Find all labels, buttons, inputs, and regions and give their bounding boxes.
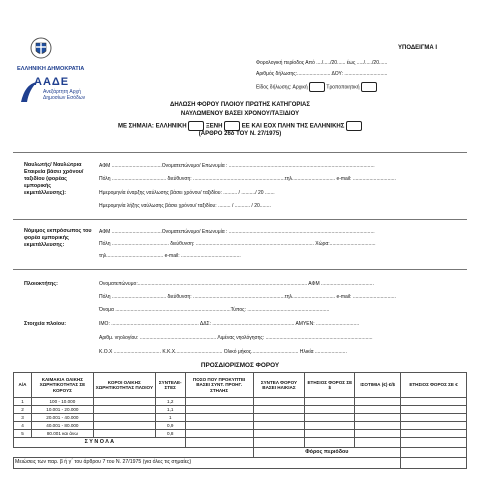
row-rate-cell[interactable] <box>355 406 401 414</box>
tax-table <box>13 372 467 469</box>
row-number: 4 <box>14 422 32 430</box>
row-age-coef-cell[interactable] <box>253 422 305 430</box>
title-line-2: ΝΑΥΛΩΜΕΝΟΥ ΒΑΣΕΙ ΧΡΟΝΟΥ/ΤΑΞΙΔΙΟΥ <box>180 111 300 117</box>
col-header-annual-eur: ΕΤΗΣΙΟΣ ΦΟΡΟΣ ΣΕ € <box>401 373 467 398</box>
section4-label: Στοιχεία πλοίου: <box>24 321 67 327</box>
row-coef: 1,2 <box>155 398 185 406</box>
divider-2 <box>13 219 467 220</box>
col-header-scale: ΚΛΙΜΑΚΙΑ ΟΛΙΚΗΣ ΧΩΡΗΤΙΚΟΤΗΤΑΣ ΣΕ ΚΟΡΟΥΣ <box>31 373 93 398</box>
republic-label: ΕΛΛΗΝΙΚΗ ΔΗΜΟΚΡΑΤΙΑ <box>17 66 85 72</box>
row-number: 5 <box>14 430 32 438</box>
flag-eu-label: ΕΕ ΚΑΙ ΕΟΧ ΠΛΗΝ ΤΗΣ ΕΛΛΗΝΙΚΗΣ <box>241 123 345 130</box>
section1-row3[interactable]: Ημερομηνία έναρξης ναύλωσης βάσει χρόνου/ ταξιδίου: .......... / ........../ 20 ....... <box>99 190 275 196</box>
totals-age[interactable] <box>253 438 305 448</box>
row-annual-usd-cell[interactable] <box>305 430 355 438</box>
footnote: Μειώσεις των παρ. β ή γ΄ του άρθρου 7 του Ν. 27/1975 (για όλες τις σημαίες) <box>14 458 401 469</box>
flag-greek-checkbox[interactable] <box>188 121 204 131</box>
divider-1 <box>13 152 467 153</box>
section4-row2[interactable]: Αριθμ. νηολογίου: ....................................................... Λιμένας νηολόγησης: ............................................................................. <box>99 335 373 341</box>
period-tax-row <box>14 448 467 458</box>
row-number: 1 <box>14 398 32 406</box>
table-row <box>14 406 467 414</box>
row-range: 100 - 10.000 <box>31 398 93 406</box>
row-coef: 1,1 <box>155 406 185 414</box>
title-line-1: ΔΗΛΩΣΗ ΦΟΡΟΥ ΠΛΟΙΟΥ ΠΡΩΤΗΣ ΚΑΤΗΓΟΡΙΑΣ <box>170 102 310 108</box>
declaration-number-line: Αριθμός δήλωσης:........................ ΔΟΥ: ............................... <box>256 71 388 77</box>
row-tonnage-cell[interactable] <box>93 406 155 414</box>
form-number: ΥΠΟΔΕΙΓΜΑ Ι <box>398 45 438 51</box>
row-tonnage-cell[interactable] <box>93 430 155 438</box>
row-rate-cell[interactable] <box>355 430 401 438</box>
section4-row1[interactable]: ΙΜΟ: ............................................................... ΔΔΣ: ........................................................... ΑΜΥΕΝ: ............................... <box>99 321 360 327</box>
title-line-3 <box>0 121 480 131</box>
row-age-coef-cell[interactable] <box>253 430 305 438</box>
tax-period-line: Φορολογική περίοδος Από ..../...../20...... έως ...../...../20...... <box>256 60 388 66</box>
table-row <box>14 422 467 430</box>
row-age-coef-cell[interactable] <box>253 414 305 422</box>
flag-greek-label: ΜΕ ΣΗΜΑΙΑ: ΕΛΛΗΝΙΚΗ <box>117 123 187 130</box>
totals-amount[interactable] <box>185 438 253 448</box>
declaration-type-amending: Τροποποιητική <box>326 84 360 91</box>
declaration-type-initial: Είδος δήλωσης: Αρχική <box>256 84 308 91</box>
aade-logo-text: ΑΑΔΕ <box>34 76 70 88</box>
greek-emblem-logo <box>30 37 52 59</box>
row-amount-cell[interactable] <box>185 406 253 414</box>
section3-label: Πλοιοκτήτης: <box>24 281 58 287</box>
section4-row3[interactable]: Κ.Ο.Χ .................................. Κ.Κ.Χ.................................. Ολικό μήκος.................................. Ηλικία ....................... <box>99 349 347 355</box>
row-annual-usd-cell[interactable] <box>305 414 355 422</box>
table-row <box>14 398 467 406</box>
period-tax-spacer <box>14 448 254 458</box>
table-row <box>14 414 467 422</box>
declaration-type-line <box>256 82 377 92</box>
row-tonnage-cell[interactable] <box>93 422 155 430</box>
totals-rate[interactable] <box>355 438 401 448</box>
col-header-coef: ΣΥΝΤΕΛΕ-ΣΤΕΣ <box>155 373 185 398</box>
flag-eu-checkbox[interactable] <box>346 121 362 131</box>
row-coef: 0,9 <box>155 422 185 430</box>
col-header-annual-usd: ΕΤΗΣΙΟΣ ΦΟΡΟΣ ΣΕ $ <box>305 373 355 398</box>
section1-row1[interactable]: ΑΦΜ ....................................Ονοματεπώνυμο/ Επωνυμία : ......................................................................................................... <box>99 163 375 169</box>
row-range: 80.001 και άνω <box>31 430 93 438</box>
totals-usd[interactable] <box>305 438 355 448</box>
flag-foreign-label: ΞΕΝΗ <box>205 123 223 130</box>
section1-label: Ναυλωτής/ Ναυλώτρια Εταιρεία βάσει χρόνου/ ταξιδίου (φορέας εμπορικής εκμετάλλευσης): <box>24 162 84 196</box>
col-header-rate: ΙΣΟΤΙΜΙΑ (€) €/$ <box>355 373 401 398</box>
row-annual-eur-cell[interactable] <box>401 430 467 438</box>
row-annual-eur-cell[interactable] <box>401 422 467 430</box>
col-header-amount: ΠΟΣΟ ΠΟΥ ΠΡΟΚΥΠΤΕΙ ΒΑΣΕΙ ΣΥΝΤ. ΠΡΟΗΓ. ΣΤΗΛΗΣ <box>185 373 253 398</box>
row-amount-cell[interactable] <box>185 414 253 422</box>
amending-checkbox[interactable] <box>361 82 377 92</box>
row-tonnage-cell[interactable] <box>93 398 155 406</box>
col-header-aa: Α/Α <box>14 373 32 398</box>
row-number: 2 <box>14 406 32 414</box>
divider-3 <box>13 269 467 270</box>
row-age-coef-cell[interactable] <box>253 406 305 414</box>
aade-sub-2: Δημοσίων Εσόδων <box>43 95 86 101</box>
row-rate-cell[interactable] <box>355 398 401 406</box>
section2-label: Νόμιμος εκπρόσωπος του φορέα εμπορικής εκμετάλλευσης: <box>24 228 92 248</box>
period-tax-label: Φόρος περιόδου <box>253 448 401 458</box>
table-row <box>14 430 467 438</box>
tax-table-title: ΠΡΟΣΔΙΟΡΙΣΜΟΣ ΦΟΡΟΥ <box>200 362 280 369</box>
section2-row3[interactable]: τηλ......................................... e-mail: ........................................... <box>99 253 241 259</box>
section3-row2[interactable]: Πόλη ....................................... διεύθυνση: ..................................................................τηλ............................... e-mail: ............................... <box>99 294 396 300</box>
row-amount-cell[interactable] <box>185 430 253 438</box>
initial-checkbox[interactable] <box>309 82 325 92</box>
period-tax-value[interactable] <box>401 448 467 458</box>
row-annual-usd-cell[interactable] <box>305 406 355 414</box>
row-amount-cell[interactable] <box>185 422 253 430</box>
aade-sub-1: Ανεξάρτητη Αρχή <box>43 89 81 95</box>
row-range: 20.001 - 40.000 <box>31 414 93 422</box>
row-amount-cell[interactable] <box>185 398 253 406</box>
row-range: 40.001 - 80.000 <box>31 422 93 430</box>
aade-ribbon-icon <box>19 80 39 104</box>
section3-row1[interactable]: Ονοματεπώνυμο:.......................................................................................................................... ΑΦΜ ...................................... <box>99 281 374 287</box>
row-age-coef-cell[interactable] <box>253 398 305 406</box>
col-header-tonnage: ΚΟΡΟΙ ΟΛΙΚΗΣ ΧΩΡΗΤΙΚΟΤΗΤΑΣ ΠΛΟΙΟΥ <box>93 373 155 398</box>
row-rate-cell[interactable] <box>355 422 401 430</box>
row-coef: 0,8 <box>155 430 185 438</box>
row-annual-usd-cell[interactable] <box>305 398 355 406</box>
section1-row4[interactable]: Ημερομηνία λήξης ναύλωσης βάσει χρόνου/ ταξιδίου: ......... / ........... / 20........ <box>99 203 271 209</box>
footnote-value[interactable] <box>401 458 467 469</box>
section2-row1[interactable]: ΑΦΜ ....................................Ονοματεπώνυμο/ Επωνυμία : ......................................................................................................... <box>99 229 375 235</box>
section3-row3[interactable]: Όνομα ...................................................................................Τύπος: ........................................................... <box>99 307 330 313</box>
section2-row2[interactable]: Πόλη ......................................... διεύθυνση: ..................................................................................... Χώρα:................................. <box>99 241 376 247</box>
row-tonnage-cell[interactable] <box>93 414 155 422</box>
section1-row2[interactable]: Πόλη ....................................... διεύθυνση: ..................................................................τηλ............................... e-mail: ............................... <box>99 176 396 182</box>
totals-row <box>14 438 467 448</box>
col-header-age-coef: ΣΥΝΤΕΛ ΦΟΡΟΥ ΒΑΣΕΙ ΗΛΙΚΙΑΣ <box>253 373 305 398</box>
flag-foreign-checkbox[interactable] <box>224 121 240 131</box>
totals-label: Σ Υ Ν Ο Λ Α <box>14 438 186 448</box>
row-rate-cell[interactable] <box>355 414 401 422</box>
row-coef: 1 <box>155 414 185 422</box>
title-line-4: (ΑΡΘΡΟ 26δ ΤΟΥ Ν. 27/1975) <box>198 131 282 137</box>
row-annual-eur-cell[interactable] <box>401 406 467 414</box>
row-annual-eur-cell[interactable] <box>401 414 467 422</box>
row-range: 10.001 - 20.000 <box>31 406 93 414</box>
row-annual-eur-cell[interactable] <box>401 398 467 406</box>
footnote-row <box>14 458 467 469</box>
row-annual-usd-cell[interactable] <box>305 422 355 430</box>
tax-table-header-row <box>14 373 467 398</box>
totals-eur[interactable] <box>401 438 467 448</box>
row-number: 3 <box>14 414 32 422</box>
